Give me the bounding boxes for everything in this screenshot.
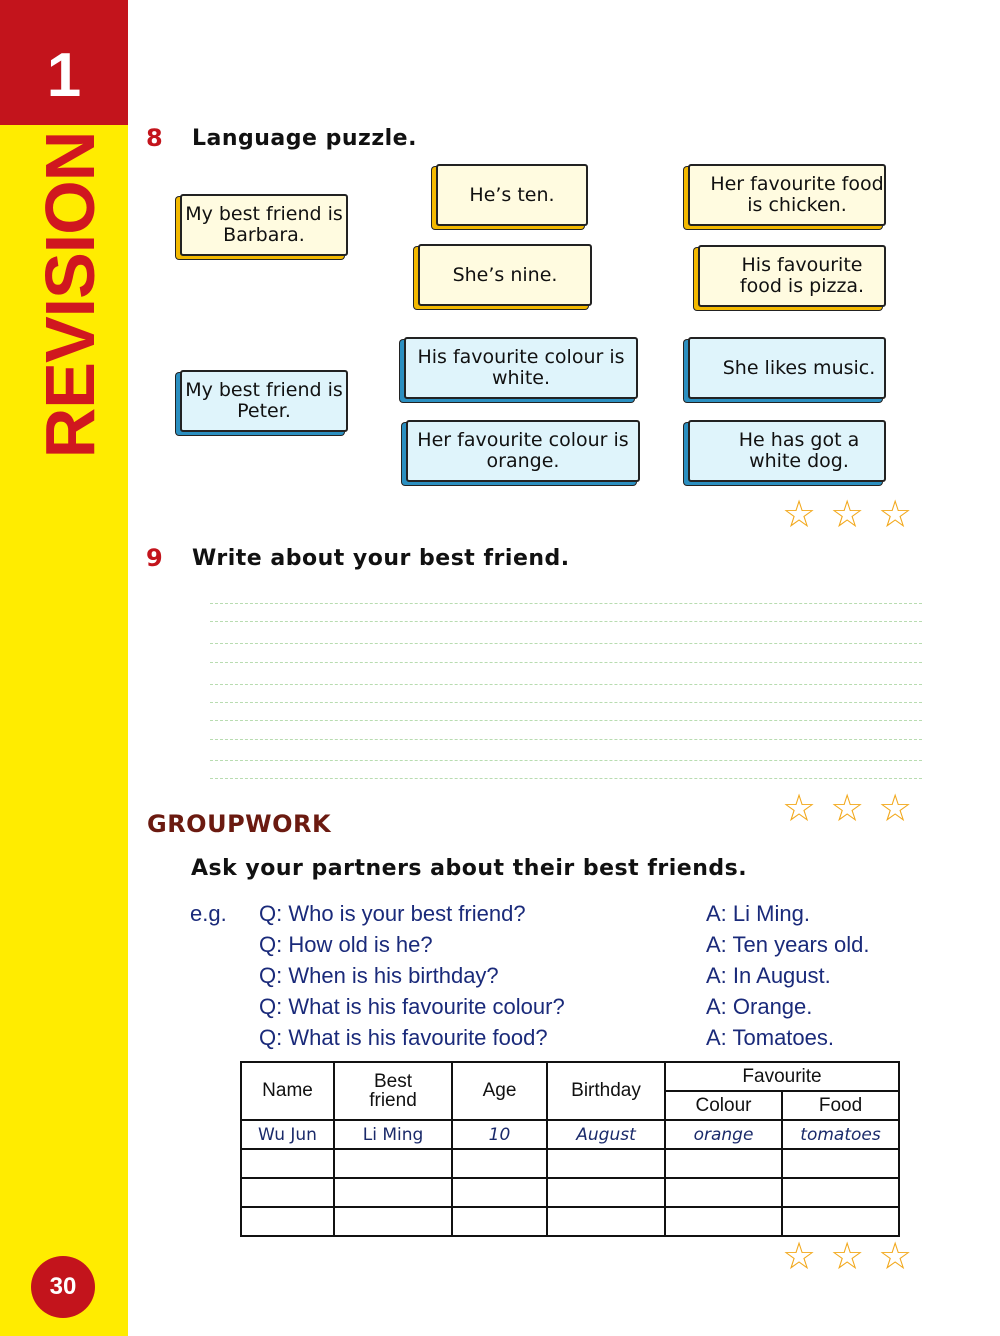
question: Q: How old is he? — [259, 932, 433, 957]
empty-cell[interactable] — [782, 1207, 899, 1236]
empty-cell[interactable] — [452, 1178, 547, 1207]
table-row — [241, 1207, 899, 1236]
answer: A: In August. — [706, 963, 831, 988]
empty-cell[interactable] — [665, 1178, 782, 1207]
puzzle-piece[interactable]: Her favourite colour is orange. — [406, 420, 640, 482]
table-row — [241, 1120, 899, 1149]
puzzle-piece[interactable]: She’s nine. — [418, 244, 592, 306]
question: Q: When is his birthday? — [259, 963, 499, 988]
writing-line — [210, 720, 922, 721]
rating-stars[interactable]: ☆☆☆ — [782, 786, 927, 830]
page-number: 30 — [31, 1256, 95, 1318]
cell: Wu Jun — [241, 1120, 334, 1149]
cell: orange — [665, 1120, 782, 1149]
header-colour: Colour — [665, 1091, 782, 1120]
rating-stars[interactable]: ☆☆☆ — [782, 492, 927, 536]
empty-cell[interactable] — [452, 1149, 547, 1178]
empty-cell[interactable] — [547, 1207, 665, 1236]
table-row — [241, 1178, 899, 1207]
header-food: Food — [782, 1091, 899, 1120]
cell: Li Ming — [334, 1120, 452, 1149]
example-label: e.g. — [190, 901, 227, 926]
question: Q: Who is your best friend? — [259, 901, 526, 926]
header-birthday: Birthday — [547, 1062, 665, 1120]
writing-line — [210, 739, 922, 740]
empty-cell[interactable] — [782, 1178, 899, 1207]
writing-line — [210, 662, 922, 663]
empty-cell[interactable] — [334, 1149, 452, 1178]
header-best-friend: Best friend — [334, 1062, 452, 1120]
groupwork-instruction: Ask your partners about their best friends. — [191, 856, 748, 881]
writing-line — [210, 684, 922, 685]
empty-cell[interactable] — [547, 1178, 665, 1207]
cell: tomatoes — [782, 1120, 899, 1149]
writing-line — [210, 778, 922, 779]
revision-label: REVISION — [31, 131, 109, 459]
puzzle-piece[interactable]: Her favourite food is chicken. — [688, 164, 886, 226]
exercise-title: Write about your best friend. — [192, 546, 570, 571]
exercise-number: 9 — [146, 544, 163, 572]
puzzle-piece[interactable]: His favourite colour is white. — [404, 337, 638, 399]
writing-line — [210, 621, 922, 622]
writing-line — [210, 603, 922, 604]
empty-cell[interactable] — [782, 1149, 899, 1178]
answer: A: Ten years old. — [706, 932, 870, 957]
question: Q: What is his favourite colour? — [259, 994, 565, 1019]
writing-line — [210, 760, 922, 761]
cell: 10 — [452, 1120, 547, 1149]
rating-stars[interactable]: ☆☆☆ — [782, 1234, 927, 1278]
answer: A: Li Ming. — [706, 901, 810, 926]
empty-cell[interactable] — [241, 1178, 334, 1207]
empty-cell[interactable] — [452, 1207, 547, 1236]
unit-number: 1 — [46, 41, 82, 110]
puzzle-piece[interactable]: His favourite food is pizza. — [698, 245, 886, 307]
puzzle-piece[interactable]: My best friend is Barbara. — [180, 194, 348, 256]
table-row — [241, 1149, 899, 1178]
empty-cell[interactable] — [241, 1149, 334, 1178]
empty-cell[interactable] — [334, 1207, 452, 1236]
question: Q: What is his favourite food? — [259, 1025, 548, 1050]
puzzle-piece[interactable]: He’s ten. — [436, 164, 588, 226]
header-age: Age — [452, 1062, 547, 1120]
empty-cell[interactable] — [241, 1207, 334, 1236]
cell: August — [547, 1120, 665, 1149]
writing-line — [210, 702, 922, 703]
empty-cell[interactable] — [665, 1207, 782, 1236]
puzzle-piece[interactable]: She likes music. — [688, 337, 886, 399]
header-favourite: Favourite — [665, 1062, 899, 1091]
empty-cell[interactable] — [547, 1149, 665, 1178]
best-friends-table — [240, 1061, 900, 1237]
puzzle-piece[interactable]: My best friend is Peter. — [180, 370, 348, 432]
empty-cell[interactable] — [334, 1178, 452, 1207]
exercise-title: Language puzzle. — [192, 126, 417, 151]
answer: A: Tomatoes. — [706, 1025, 834, 1050]
groupwork-title: GROUPWORK — [147, 810, 332, 838]
answer: A: Orange. — [706, 994, 813, 1019]
writing-line — [210, 643, 922, 644]
puzzle-piece[interactable]: He has got a white dog. — [688, 420, 886, 482]
header-name: Name — [241, 1062, 334, 1120]
empty-cell[interactable] — [665, 1149, 782, 1178]
exercise-number: 8 — [146, 124, 163, 152]
